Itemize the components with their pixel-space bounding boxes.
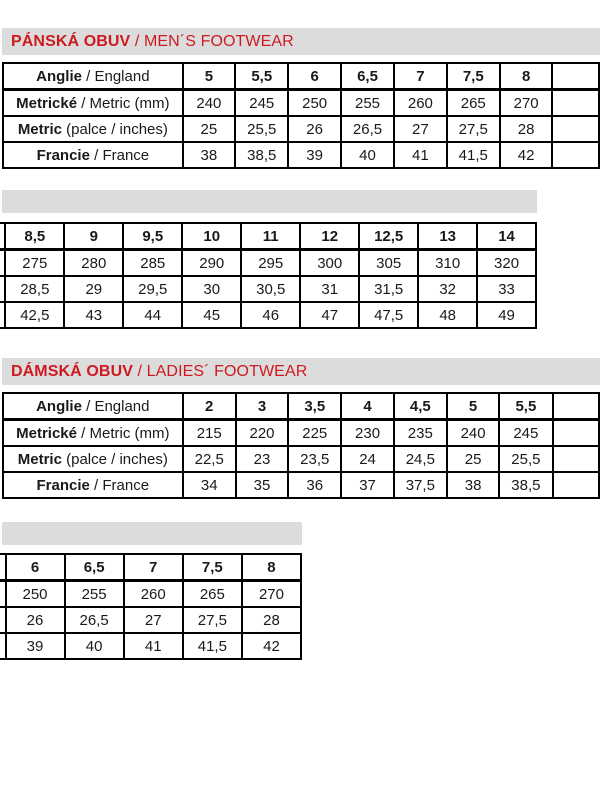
row-label-bold: Metric xyxy=(17,120,62,138)
table-row xyxy=(3,393,599,420)
table-row xyxy=(0,633,301,659)
size-value-cell: 38,5 xyxy=(235,142,288,168)
size-value-cell: 250 xyxy=(6,581,65,608)
size-value-cell: 245 xyxy=(499,420,552,447)
size-value-cell: 41 xyxy=(124,633,183,659)
mens-sizes-table-part2-grid xyxy=(0,222,537,329)
row-label-bold: Metrické xyxy=(16,94,78,112)
row-label-rest: / England xyxy=(81,67,150,85)
size-value-cell: 43 xyxy=(64,302,123,328)
size-value-cell: 27 xyxy=(394,116,446,142)
ladies-sizes-table-part2 xyxy=(0,553,302,663)
row-label-bold: Anglie xyxy=(36,397,82,415)
size-value-cell: 31,5 xyxy=(359,276,418,302)
size-header-cell: 10 xyxy=(182,223,241,250)
size-header-cell: 6,5 xyxy=(341,63,394,90)
row-label-bold: Francie xyxy=(36,476,90,494)
size-value-cell: 29 xyxy=(64,276,123,302)
size-header-cell: 5,5 xyxy=(499,393,552,420)
table-row xyxy=(0,302,536,328)
size-value-cell: 37 xyxy=(341,472,393,498)
size-value-cell: 38,5 xyxy=(499,472,552,498)
size-header-cell: 4 xyxy=(341,393,393,420)
size-value-cell: 46 xyxy=(241,302,300,328)
size-header-cell: 7,5 xyxy=(183,554,242,581)
size-header-cell: 8 xyxy=(500,63,552,90)
size-header-cell: 6 xyxy=(6,554,65,581)
size-value-cell: 25 xyxy=(447,446,499,472)
size-value-cell: 305 xyxy=(359,250,418,277)
size-value-cell: 26,5 xyxy=(65,607,124,633)
size-value-cell: 42,5 xyxy=(5,302,64,328)
size-value-cell: 285 xyxy=(123,250,182,277)
size-value-cell: 29,5 xyxy=(123,276,182,302)
size-header-cell: 4,5 xyxy=(394,393,447,420)
size-value-cell: 270 xyxy=(500,90,552,117)
size-value-cell: 215 xyxy=(183,420,236,447)
size-value-cell: 290 xyxy=(182,250,241,277)
size-header-cell: 5 xyxy=(447,393,499,420)
size-value-cell: 230 xyxy=(341,420,393,447)
mens-section-bar xyxy=(2,28,600,55)
table-row xyxy=(0,250,536,277)
row-label-rest: / England xyxy=(81,397,150,415)
size-value-cell: 260 xyxy=(124,581,183,608)
row-label-rest: (palce / inches) xyxy=(62,120,168,138)
size-header-cell: 3 xyxy=(236,393,288,420)
table-row xyxy=(3,116,599,142)
row-label-bold: Francie xyxy=(36,146,90,164)
size-value-cell: 27 xyxy=(124,607,183,633)
row-label xyxy=(3,90,183,117)
table-row xyxy=(3,90,599,117)
row-label xyxy=(3,142,183,168)
size-value-cell: 240 xyxy=(183,90,235,117)
size-header-cell: 9,5 xyxy=(123,223,182,250)
size-value-cell: 47,5 xyxy=(359,302,418,328)
ladies-sizes-table-part1 xyxy=(2,392,600,502)
size-header-cell: 12,5 xyxy=(359,223,418,250)
heading-separator: / xyxy=(133,362,147,380)
size-value-cell: 25 xyxy=(183,116,235,142)
row-label-bold: Anglie xyxy=(36,67,82,85)
size-value-cell: 44 xyxy=(123,302,182,328)
row-label xyxy=(3,393,183,420)
row-label-rest: / France xyxy=(89,146,150,164)
size-value-cell: 36 xyxy=(288,472,341,498)
mens-heading-english: MEN´S FOOTWEAR xyxy=(143,32,294,50)
clipped-column-stub-cell xyxy=(552,116,599,142)
size-value-cell: 28 xyxy=(242,607,301,633)
mens-sizes-table-part1-grid xyxy=(2,62,600,169)
size-value-cell: 320 xyxy=(477,250,536,277)
clipped-column-stub-cell xyxy=(553,446,600,472)
row-label-bold: Metric xyxy=(17,450,62,468)
size-value-cell: 49 xyxy=(477,302,536,328)
size-value-cell: 41,5 xyxy=(447,142,500,168)
mens-heading-czech: PÁNSKÁ OBUV xyxy=(11,32,131,50)
table-row xyxy=(3,63,599,90)
ladies-sizes-table-part2-grid xyxy=(0,553,302,660)
table-row xyxy=(0,554,301,581)
row-label xyxy=(3,116,183,142)
clipped-column-stub-cell xyxy=(553,472,600,498)
size-value-cell: 30,5 xyxy=(241,276,300,302)
row-label-rest: / Metric (mm) xyxy=(76,424,170,442)
size-value-cell: 39 xyxy=(288,142,340,168)
size-header-cell: 5,5 xyxy=(235,63,288,90)
size-value-cell: 24,5 xyxy=(394,446,447,472)
size-value-cell: 260 xyxy=(394,90,446,117)
size-value-cell: 24 xyxy=(341,446,393,472)
size-value-cell: 26 xyxy=(288,116,340,142)
size-value-cell: 34 xyxy=(183,472,236,498)
size-value-cell: 22,5 xyxy=(183,446,236,472)
mens-sizes-table-part2 xyxy=(0,222,537,332)
size-value-cell: 45 xyxy=(182,302,241,328)
size-header-cell: 7 xyxy=(124,554,183,581)
row-label xyxy=(3,472,183,498)
ladies-section-bar xyxy=(2,358,600,385)
size-value-cell: 255 xyxy=(341,90,394,117)
size-header-cell: 6 xyxy=(288,63,340,90)
clipped-column-stub-cell xyxy=(552,63,599,90)
size-value-cell: 47 xyxy=(300,302,359,328)
mens-sizes-table-part1 xyxy=(2,62,600,172)
table-row xyxy=(3,446,599,472)
size-value-cell: 27,5 xyxy=(183,607,242,633)
size-value-cell: 300 xyxy=(300,250,359,277)
clipped-column-stub-cell xyxy=(552,90,599,117)
size-value-cell: 295 xyxy=(241,250,300,277)
table-row xyxy=(3,420,599,447)
size-value-cell: 280 xyxy=(64,250,123,277)
size-header-cell: 7 xyxy=(394,63,446,90)
size-value-cell: 23 xyxy=(236,446,288,472)
size-header-cell: 7,5 xyxy=(447,63,500,90)
size-header-cell: 8 xyxy=(242,554,301,581)
row-label xyxy=(3,63,183,90)
size-value-cell: 28,5 xyxy=(5,276,64,302)
size-value-cell: 30 xyxy=(182,276,241,302)
size-value-cell: 255 xyxy=(65,581,124,608)
row-label-bold: Metrické xyxy=(16,424,77,442)
size-value-cell: 270 xyxy=(242,581,301,608)
clipped-column-stub-cell xyxy=(553,420,600,447)
size-value-cell: 28 xyxy=(500,116,552,142)
mens-continuation-bar xyxy=(2,190,537,213)
size-value-cell: 37,5 xyxy=(394,472,447,498)
size-value-cell: 275 xyxy=(5,250,64,277)
size-value-cell: 23,5 xyxy=(288,446,341,472)
table-row xyxy=(0,607,301,633)
size-header-cell: 6,5 xyxy=(65,554,124,581)
size-value-cell: 35 xyxy=(236,472,288,498)
size-value-cell: 225 xyxy=(288,420,341,447)
size-value-cell: 265 xyxy=(183,581,242,608)
clipped-column-stub-cell xyxy=(552,142,599,168)
row-label-rest: (palce / inches) xyxy=(61,450,168,468)
size-value-cell: 250 xyxy=(288,90,340,117)
size-value-cell: 40 xyxy=(341,142,394,168)
size-value-cell: 40 xyxy=(65,633,124,659)
size-value-cell: 25,5 xyxy=(235,116,288,142)
size-value-cell: 26 xyxy=(6,607,65,633)
size-value-cell: 41 xyxy=(394,142,446,168)
size-header-cell: 13 xyxy=(418,223,477,250)
row-label xyxy=(3,446,183,472)
size-value-cell: 42 xyxy=(500,142,552,168)
size-value-cell: 310 xyxy=(418,250,477,277)
size-value-cell: 245 xyxy=(235,90,288,117)
ladies-heading-czech: DÁMSKÁ OBUV xyxy=(11,362,133,380)
size-value-cell: 39 xyxy=(6,633,65,659)
row-label xyxy=(3,420,183,447)
size-value-cell: 33 xyxy=(477,276,536,302)
row-label-rest: / Metric (mm) xyxy=(77,94,170,112)
heading-separator: / xyxy=(130,32,144,50)
size-value-cell: 32 xyxy=(418,276,477,302)
ladies-heading-english: LADIES´ FOOTWEAR xyxy=(146,362,308,380)
row-label-rest: / France xyxy=(89,476,150,494)
size-value-cell: 240 xyxy=(447,420,499,447)
ladies-continuation-bar xyxy=(2,522,302,545)
size-header-cell: 5 xyxy=(183,63,235,90)
size-value-cell: 235 xyxy=(394,420,447,447)
size-header-cell: 8,5 xyxy=(5,223,64,250)
table-row xyxy=(0,276,536,302)
size-header-cell: 11 xyxy=(241,223,300,250)
size-value-cell: 265 xyxy=(447,90,500,117)
table-row xyxy=(0,223,536,250)
size-value-cell: 25,5 xyxy=(499,446,552,472)
clipped-column-stub-cell xyxy=(553,393,600,420)
size-value-cell: 31 xyxy=(300,276,359,302)
size-value-cell: 220 xyxy=(236,420,288,447)
size-header-cell: 12 xyxy=(300,223,359,250)
size-value-cell: 42 xyxy=(242,633,301,659)
table-row xyxy=(0,581,301,608)
size-header-cell: 3,5 xyxy=(288,393,341,420)
size-header-cell: 14 xyxy=(477,223,536,250)
size-value-cell: 38 xyxy=(183,142,235,168)
table-row xyxy=(3,472,599,498)
size-value-cell: 48 xyxy=(418,302,477,328)
size-value-cell: 38 xyxy=(447,472,499,498)
size-value-cell: 27,5 xyxy=(447,116,500,142)
ladies-sizes-table-part1-grid xyxy=(2,392,600,499)
size-header-cell: 9 xyxy=(64,223,123,250)
table-row xyxy=(3,142,599,168)
size-header-cell: 2 xyxy=(183,393,236,420)
size-value-cell: 26,5 xyxy=(341,116,394,142)
size-value-cell: 41,5 xyxy=(183,633,242,659)
